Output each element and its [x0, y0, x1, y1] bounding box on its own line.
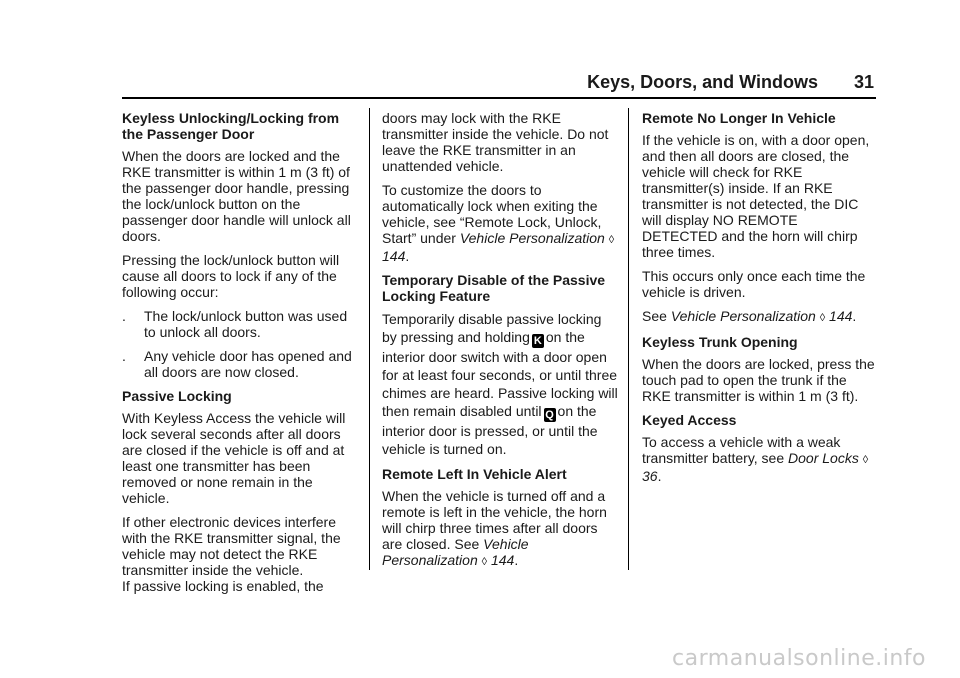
para-interference: If other electronic devices interfere with the RKE transmitter signal, the vehicle may not detect the RKE transmitter inside the vehicle. [122, 514, 341, 578]
list-item [122, 348, 362, 380]
para-keyed-access: To access a vehicle with a weak transmitter battery, see Door Locks ◊ 36. [642, 434, 869, 484]
para-see-personalization: See Vehicle Personalization ◊ 144. [642, 308, 857, 324]
section-title: Keys, Doors, and Windows [587, 72, 818, 92]
page-ref-number[interactable]: 36 [642, 468, 658, 484]
page-header [587, 72, 874, 93]
para-pressing-lock: Pressing the lock/unlock button will cause all doors to lock if any of the following occur: [122, 252, 340, 300]
heading-remote-left: Remote Left In Vehicle Alert [382, 466, 567, 482]
cross-reference-link[interactable]: Vehicle Personalization [459, 230, 605, 246]
heading-no-longer-in-vehicle: Remote No Longer In Vehicle [642, 110, 836, 126]
para-passive-locking: With Keyless Access the vehicle will lock several seconds after all doors are closed if the vehicle is off and at least one transmitter has been removed or none remain in the vehicle. [122, 410, 346, 506]
para-once-each-time: This occurs only once each time the vehicle is driven. [642, 268, 866, 300]
watermark: carmanualsonline.info [672, 646, 926, 671]
heading-keyless-trunk: Keyless Trunk Opening [642, 334, 798, 350]
heading-keyless-unlocking: Keyless Unlocking/Locking from the Passenger Door [122, 110, 340, 142]
lock-button-icon: K [532, 334, 544, 348]
para-keyless-unlocking: When the doors are locked and the RKE transmitter is within 1 m (3 ft) of the passenger door handle, pressing the lock/unlock button on the passenger door handle will unlock all doors. [122, 148, 351, 244]
cross-reference-link[interactable]: Door Locks [788, 450, 859, 466]
page-ref-icon: ◊ [862, 454, 869, 466]
bullet-text: The lock/unlock button was used to unlock all doors. [144, 308, 348, 340]
page-number: 31 [853, 72, 874, 92]
para-temporary-disable: Temporarily disable passive locking by pressing and holding K on the interior door switch with a door open for at least four seconds, or until three chimes are heard. Passive locking will then remain disabled until Q on the interior door is pressed, or until the vehicle is turned on. [382, 311, 618, 457]
cross-reference-link[interactable]: Vehicle Personalization [382, 536, 529, 568]
heading-temporary-disable: Temporary Disable of the Passive Locking Feature [382, 272, 606, 304]
bullet-text: Any vehicle door has opened and all doors are now closed. [144, 348, 352, 380]
column-divider-2 [628, 108, 629, 570]
para-customize: To customize the doors to automatically lock when exiting the vehicle, see “Remote Lock, Unlock, Start” under Vehicle Personalization ◊ 144. [382, 182, 615, 264]
column-2 [382, 110, 618, 578]
bullet-marker: . [122, 348, 126, 364]
column-1 [122, 110, 362, 602]
para-no-longer-in-vehicle: If the vehicle is on, with a door open, and then all doors are closed, the vehicle will check for RKE transmitter(s) inside. If an RKE transmitter is not detected, the DIC will display NO REMOTE DETECTED and the horn will chirp three times. [642, 132, 870, 260]
para-remote-left: When the vehicle is turned off and a remote is left in the vehicle, the horn will chirp three times after all doors are closed. See Vehicle Personalization ◊ 144. [382, 488, 607, 568]
page-ref-number[interactable]: 144 [829, 308, 853, 324]
heading-passive-locking: Passive Locking [122, 388, 232, 404]
cross-reference-link[interactable]: Vehicle Personalization [670, 308, 816, 324]
para-doors-may-lock: doors may lock with the RKE transmitter inside the vehicle. Do not leave the RKE transmitter in an unattended vehicle. [382, 110, 609, 174]
column-divider-1 [369, 108, 370, 570]
unlock-button-icon: Q [545, 409, 554, 421]
heading-keyed-access: Keyed Access [642, 412, 737, 428]
page-ref-number[interactable]: 144 [490, 552, 515, 568]
header-rule [122, 97, 876, 99]
column-3 [642, 110, 876, 492]
page-ref-number[interactable]: 144 [382, 248, 406, 264]
para-if-passive: If passive locking is enabled, the [122, 578, 324, 594]
list-item [122, 308, 362, 340]
page-ref-icon: ◊ [481, 556, 488, 568]
page-ref-icon: ◊ [819, 312, 826, 324]
page-ref-icon: ◊ [608, 234, 615, 246]
bullet-marker: . [122, 308, 126, 324]
para-keyless-trunk: When the doors are locked, press the touch pad to open the trunk if the RKE transmitter is within 1 m (3 ft). [642, 356, 875, 404]
